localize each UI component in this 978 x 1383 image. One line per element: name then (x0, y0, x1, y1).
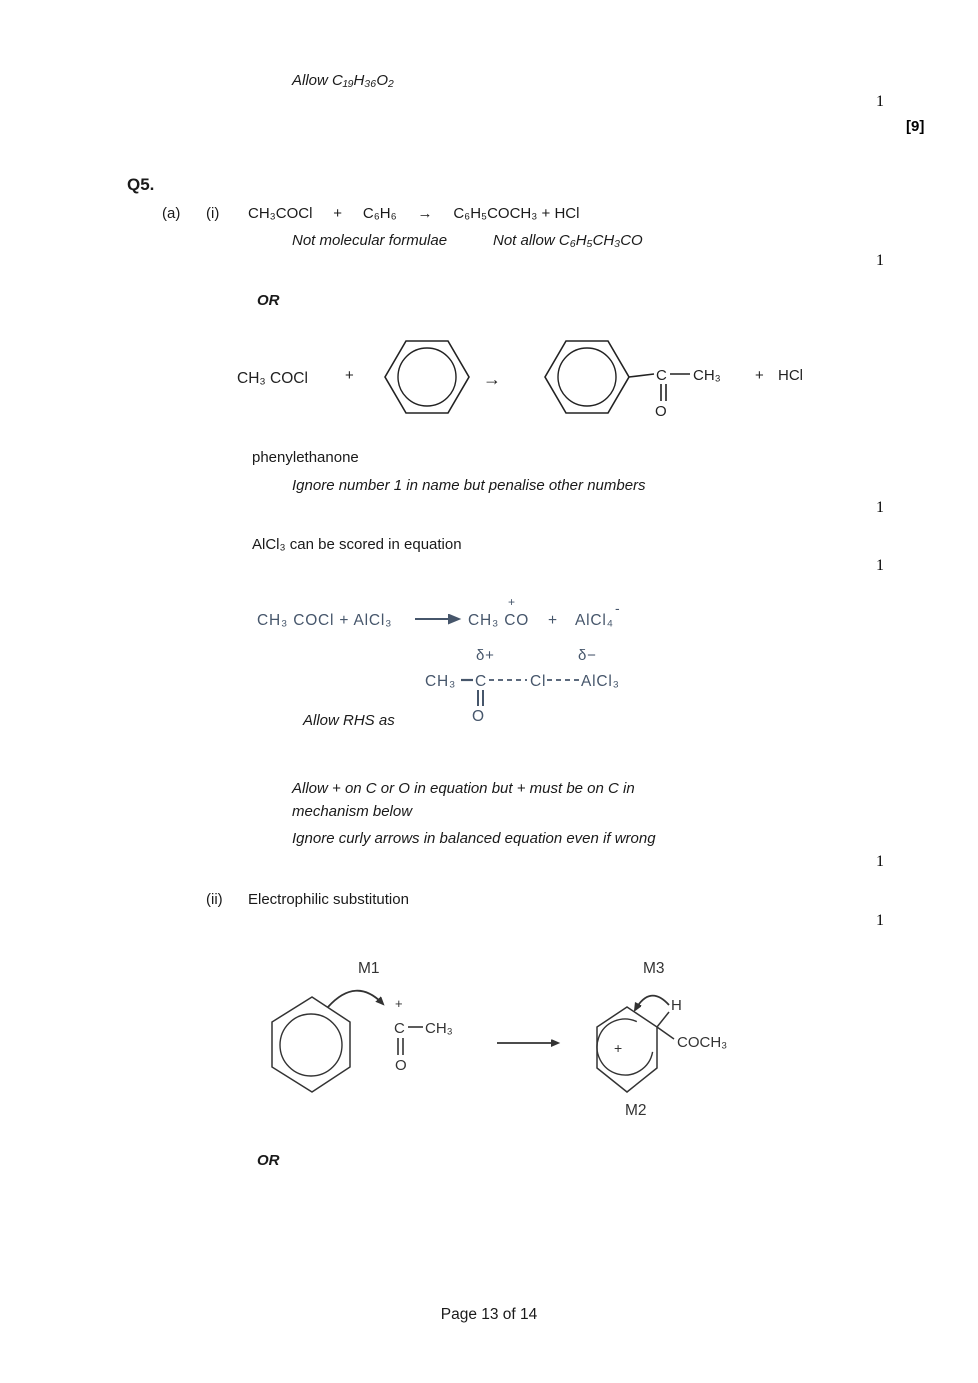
note-ignore-arrows: Ignore curly arrows in balanced equation even if wrong (292, 830, 656, 847)
m1-label: M1 (358, 960, 380, 977)
delta-plus-label: δ+ (476, 647, 495, 664)
note-alcl3: AlCl₃ can be scored in equation (252, 536, 462, 553)
acylium-oxygen: O (395, 1057, 407, 1074)
acylation-reaction-diagram (235, 325, 815, 430)
note-not-allow: Not allow C₆H₅CH₃CO (493, 232, 643, 249)
part-label-ii: (ii) (206, 891, 223, 908)
scheme-arrow: → (483, 369, 501, 389)
note-ignore-number: Ignore number 1 in name but penalise other numbers (292, 477, 646, 494)
eq2-acylium: CH₃ CO (468, 612, 530, 629)
m3-label: M3 (643, 960, 665, 977)
hydrogen-label: H (671, 997, 682, 1014)
allow-formula-note: Allow C₁₉H₃₆O₂ (292, 72, 394, 89)
arenium-plus-charge: + (614, 1040, 623, 1056)
part-label-a: (a) (162, 205, 181, 222)
eq2-plus-charge: + (508, 595, 516, 609)
complex-chlorine: Cl (530, 673, 547, 690)
note-allow-plus-line1: Allow + on C or O in equation but + must be on C in (292, 780, 635, 797)
page-footer: Page 13 of 14 (440, 1306, 538, 1323)
benzene-hexagon-mechanism (272, 997, 350, 1092)
benzene-circle-product (558, 348, 616, 406)
bond-ring-carbonyl (629, 374, 654, 377)
note-allow-rhs: Allow RHS as (303, 712, 395, 729)
mark-point-2: 1 (876, 252, 884, 269)
scheme-reactant-label: CH₃ COCl (237, 370, 308, 387)
eq2-plus-sign: + (548, 612, 558, 629)
m2-label: M2 (625, 1102, 647, 1119)
eq2-alcl4: AlCl₄ (575, 612, 614, 629)
complex-oxygen: O (472, 708, 485, 725)
acylium-carbon: C (394, 1020, 405, 1037)
curly-arrow-m1 (328, 991, 383, 1007)
alcl3-equation-diagram (235, 593, 655, 738)
hcl-label: HCl (778, 367, 803, 384)
electrophilic-substitution-mechanism (258, 950, 758, 1125)
complex-carbon: C (475, 673, 487, 690)
bond-c-coch3 (657, 1027, 674, 1039)
curly-arrow-m3 (635, 996, 669, 1010)
methyl-label: CH₃ (693, 367, 721, 384)
mark-point-1: 1 (876, 93, 884, 110)
equation-1: CH₃COCl + C₆H₆ → C₆H₅COCH₃ + HCl (248, 205, 580, 222)
or-label-1: OR (257, 292, 280, 309)
acylium-plus-charge: + (395, 996, 403, 1011)
complex-methyl: CH₃ (425, 673, 457, 690)
note-allow-plus-line2: mechanism below (292, 803, 413, 820)
mark-point-4: 1 (876, 557, 884, 574)
eq2-lhs: CH₃ COCl + AlCl₃ (257, 612, 393, 629)
question-number: Q5. (127, 175, 155, 194)
benzene-circle-mechanism (280, 1014, 342, 1076)
acylium-methyl: CH₃ (425, 1020, 453, 1037)
coch3-label: COCH₃ (677, 1034, 728, 1051)
answer-ii: Electrophilic substitution (248, 891, 409, 908)
or-label-2: OR (257, 1152, 280, 1169)
delta-minus-label: δ− (578, 647, 597, 664)
carbonyl-carbon-label: C (656, 367, 667, 384)
note-not-molecular: Not molecular formulae (292, 232, 448, 249)
mark-point-6: 1 (876, 912, 884, 929)
bond-c-h (657, 1012, 669, 1027)
complex-alcl3: AlCl₃ (581, 673, 620, 690)
mark-point-5: 1 (876, 853, 884, 870)
part-label-i: (i) (206, 205, 220, 222)
scheme-plus-sign-2: + (755, 367, 764, 384)
mark-point-3: 1 (876, 499, 884, 516)
product-name: phenylethanone (252, 449, 359, 466)
arenium-hexagon (597, 1007, 657, 1092)
benzene-circle-reactant (398, 348, 456, 406)
oxygen-label: O (655, 403, 667, 420)
total-marks: [9] (906, 118, 925, 135)
eq2-minus-charge: - (615, 600, 621, 616)
scheme-plus-sign: + (345, 367, 354, 384)
arenium-broken-circle (597, 1019, 653, 1075)
